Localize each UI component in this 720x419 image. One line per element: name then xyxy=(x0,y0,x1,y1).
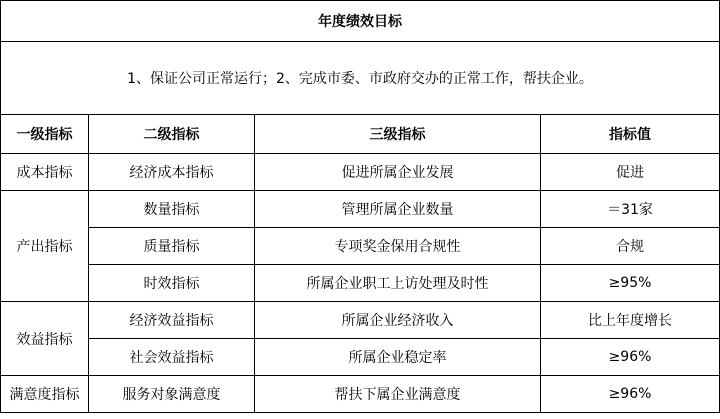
value-cell: 合规 xyxy=(541,228,720,265)
value-cell: 比上年度增长 xyxy=(541,302,720,339)
header-level2: 二级指标 xyxy=(89,115,255,154)
level3-cell: 促进所属企业发展 xyxy=(255,154,541,191)
level1-satisfaction: 满意度指标 xyxy=(1,376,89,413)
level3-cell: 管理所属企业数量 xyxy=(255,191,541,228)
level1-cost: 成本指标 xyxy=(1,154,89,191)
value-cell: ＝31家 xyxy=(541,191,720,228)
level3-cell: 专项奖金保用合规性 xyxy=(255,228,541,265)
header-row xyxy=(1,115,720,154)
table-row xyxy=(1,228,720,265)
level1-benefit: 效益指标 xyxy=(1,302,89,376)
table-row xyxy=(1,191,720,228)
value-cell: 促进 xyxy=(541,154,720,191)
table-row xyxy=(1,302,720,339)
table-row xyxy=(1,265,720,302)
level3-cell: 帮扶下属企业满意度 xyxy=(255,376,541,413)
level2-cell: 质量指标 xyxy=(89,228,255,265)
level2-cell: 数量指标 xyxy=(89,191,255,228)
table-row xyxy=(1,154,720,191)
level2-cell: 服务对象满意度 xyxy=(89,376,255,413)
table-title: 年度绩效目标 xyxy=(1,1,720,42)
level1-output: 产出指标 xyxy=(1,191,89,302)
level3-cell: 所属企业经济收入 xyxy=(255,302,541,339)
value-cell: ≥96% xyxy=(541,376,720,413)
level2-cell: 经济效益指标 xyxy=(89,302,255,339)
table-row xyxy=(1,339,720,376)
level2-cell: 社会效益指标 xyxy=(89,339,255,376)
level2-cell: 时效指标 xyxy=(89,265,255,302)
goal-description: 1、保证公司正常运行；2、完成市委、市政府交办的正常工作，帮扶企业。 xyxy=(1,42,720,115)
value-cell: ≥95% xyxy=(541,265,720,302)
level3-cell: 所属企业职工上访处理及时性 xyxy=(255,265,541,302)
level3-cell: 所属企业稳定率 xyxy=(255,339,541,376)
header-level3: 三级指标 xyxy=(255,115,541,154)
level2-cell: 经济成本指标 xyxy=(89,154,255,191)
table-row xyxy=(1,376,720,413)
header-level1: 一级指标 xyxy=(1,115,89,154)
header-value: 指标值 xyxy=(541,115,720,154)
value-cell: ≥96% xyxy=(541,339,720,376)
